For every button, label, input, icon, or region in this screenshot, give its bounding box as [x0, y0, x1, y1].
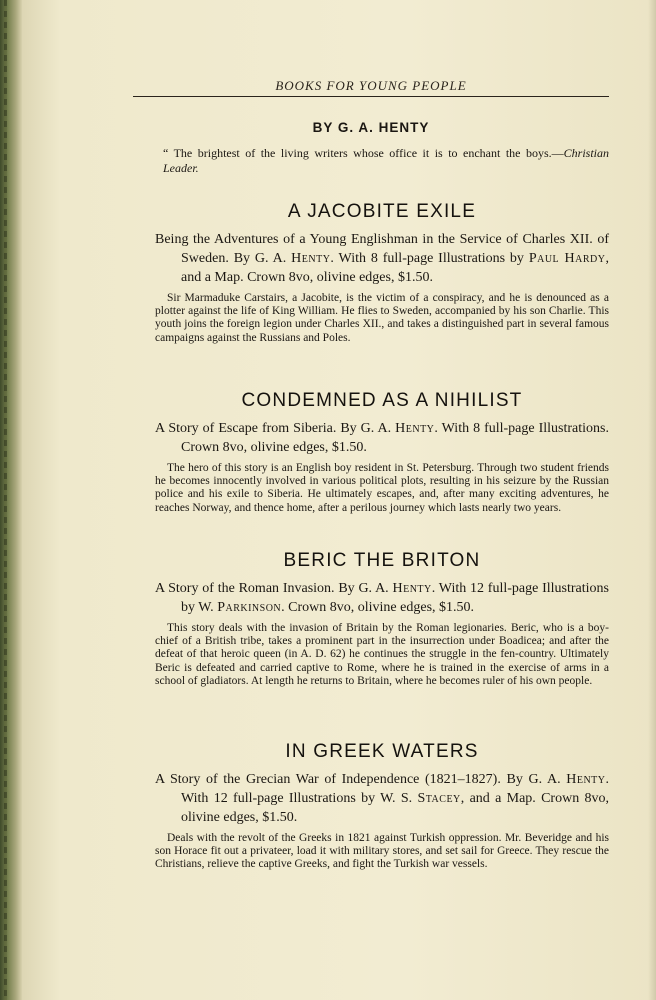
book-author: Henty [395, 421, 435, 436]
book-info [155, 770, 609, 827]
book-description: Deals with the revolt of the Greeks in 1821 against Turkish oppression. Mr. Beveridge and his son Horace fit out a privateer, load it with military stores, and set sail for Greece. They rescue the Christians, relieve the captive Greeks, and fight the Turkish war vessels. [155, 832, 609, 871]
book-illustrator: Paul Hardy [528, 251, 606, 266]
book-page [22, 0, 656, 1000]
book-info-text: , and a Map. Crown 8vo, olivine edges, $1.50. [181, 791, 610, 825]
book-illustrator: Parkinson [217, 600, 282, 615]
book-info-text: . With 12 full-page Illustrations by W. S. [181, 772, 609, 806]
book-info-text: . With 8 full-page Illustrations. Crown 8vo, olivine edges, $1.50. [181, 421, 609, 455]
quote-text: “ The brightest of the living writers whose office it is to enchant the boys.— [163, 146, 564, 160]
book-info-text: , and a Map. Crown 8vo, olivine edges, $1.50. [181, 251, 609, 285]
book-spine [0, 0, 22, 1000]
book-info-text: A Story of the Grecian War of Independence (1821–1827). By G. A. [155, 772, 567, 787]
book-info-text: Being the Adventures of a Young Englishman in the Service of Charles XII. of Sweden. By G. A. [155, 232, 609, 266]
book-title: CONDEMNED AS A NIHILIST [241, 390, 523, 411]
book-info-text: . Crown 8vo, olivine edges, $1.50. [281, 600, 475, 615]
endorsement-quote [163, 146, 609, 176]
book-title: IN GREEK WATERS [285, 741, 479, 762]
book-title: A JACOBITE EXILE [287, 201, 477, 222]
book-illustrator: Stacey [417, 791, 461, 806]
book-info-text: A Story of the Roman Invasion. By G. A. [155, 581, 393, 596]
book-entry-condemned-as-a-nihilist [155, 390, 609, 515]
quote-source: Christian Leader. [163, 146, 609, 175]
running-head: BOOKS FOR YOUNG PEOPLE [275, 78, 467, 93]
book-description: Sir Marmaduke Carstairs, a Jacobite, is the victim of a conspiracy, and he is denounced as a plotter against the life of King William. He flies to Sweden, accompanied by his son Charlie. This youth joins the foreign legion under Charles XII., and takes a distinguished part in several famous campaigns against the Russians and Poles. [155, 292, 609, 344]
book-entry-jacobite-exile [155, 201, 609, 345]
book-author: Henty [566, 772, 606, 787]
book-info-text: . With 12 full-page Illustrations by W. [181, 581, 609, 615]
book-description: This story deals with the invasion of Britain by the Roman legionaries. Beric, who is a boy-chief of a British tribe, takes a prominent part in the insurrection under Boadicea; and after the defeat of that heroic queen (in A. D. 62) he continues the struggle in the fen-country. Ultimately Beric is defeated and carried captive to Rome, where he is trained in the exercise of arms in a school of gladiators. At length he returns to Britain, where he becomes ruler of his own people. [155, 622, 609, 687]
book-info [155, 419, 609, 457]
book-author: Henty [392, 581, 432, 596]
book-entry-in-greek-waters [155, 741, 609, 872]
page-edge-shadow [648, 0, 656, 1000]
book-info-text: A Story of Escape from Siberia. By G. A. [155, 421, 396, 436]
book-title: BERIC THE BRITON [283, 550, 481, 571]
book-info [155, 230, 609, 287]
book-description: The hero of this story is an English boy resident in St. Petersburg. Through two student friends he becomes innocently involved in various political plots, resulting in his seizure by the Russian police and his exile to Siberia. He ultimately escapes, and, after many exciting adventures, he reaches Norway, and thence home, after a perilous journey which lasts nearly two years. [155, 462, 609, 514]
book-info [155, 579, 609, 617]
header-rule [133, 96, 609, 97]
book-info-text: . With 8 full-page Illustrations by [330, 251, 529, 266]
book-entry-beric-the-briton [155, 550, 609, 688]
author-byline: BY G. A. HENTY [312, 120, 430, 135]
book-author: Henty [291, 251, 331, 266]
